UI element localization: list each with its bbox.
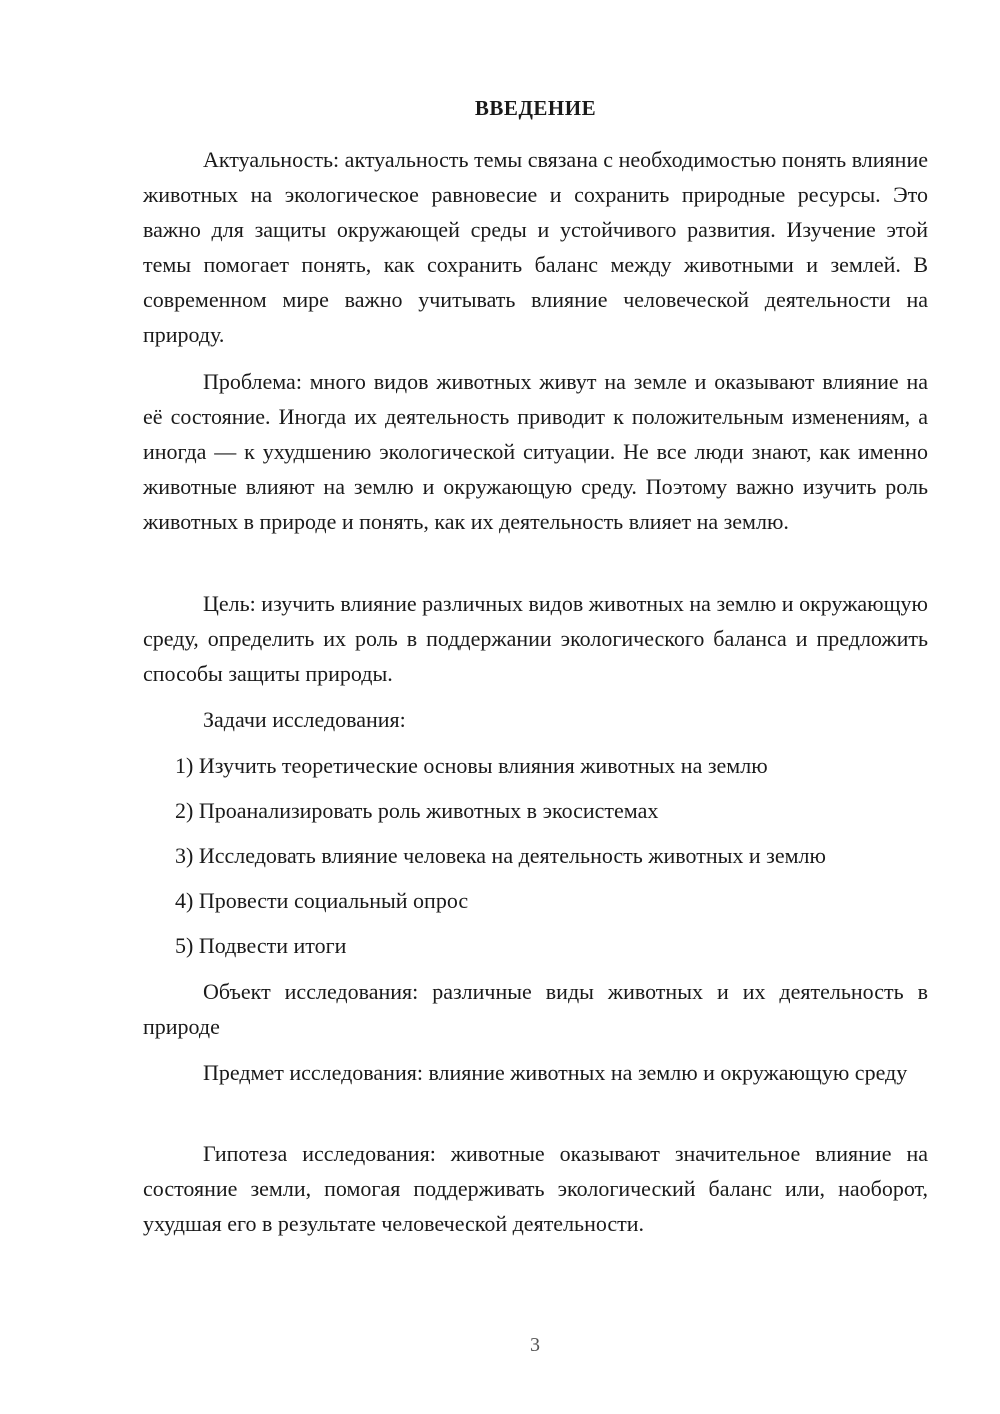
page-title: ВВЕДЕНИЕ	[474, 96, 597, 120]
page-number: 3	[530, 1334, 540, 1356]
subject-paragraph: Предмет исследования: влияние животных на землю и окружающую среду	[203, 1060, 908, 1085]
problem-paragraph: Проблема: много видов животных живут на земле и оказывают влияние на её состояние. Иногда их деятельность приводит к положительным изменениям, а иногда — к ухудшению экологической ситуации. Не все люди знают, как именно животные влияют на землю и окружающую среду. Поэтому важно изучить роль животных в природе и понять, как их деятельность влияет на землю.	[143, 369, 928, 534]
task-item-3: 3) Исследовать влияние человека на деятельность животных и землю	[175, 843, 826, 868]
goal-paragraph: Цель: изучить влияние различных видов животных на землю и окружающую среду, определить их роль в поддержании экологического баланса и предложить способы защиты природы.	[143, 591, 928, 686]
object-paragraph: Объект исследования: различные виды животных и их деятельность в природе	[143, 979, 928, 1039]
task-item-1: 1) Изучить теоретические основы влияния животных на землю	[175, 753, 768, 778]
tasks-heading: Задачи исследования:	[203, 707, 406, 732]
task-item-5: 5) Подвести итоги	[175, 933, 347, 958]
task-item-2: 2) Проанализировать роль животных в экосистемах	[175, 798, 659, 823]
task-item-4: 4) Провести социальный опрос	[175, 888, 469, 913]
hypothesis-paragraph: Гипотеза исследования: животные оказывают значительное влияние на состояние земли, помогая поддерживать экологический баланс или, наоборот, ухудшая его в результате человеческой деятельности.	[143, 1141, 928, 1236]
relevance-paragraph: Актуальность: актуальность темы связана с необходимостью понять влияние животных на экологическое равновесие и сохранить природные ресурсы. Это важно для защиты окружающей среды и устойчивого развития. Изучение этой темы помогает понять, как сохранить баланс между животными и землей. В современном мире важно учитывать влияние человеческой деятельности на природу.	[143, 147, 928, 347]
